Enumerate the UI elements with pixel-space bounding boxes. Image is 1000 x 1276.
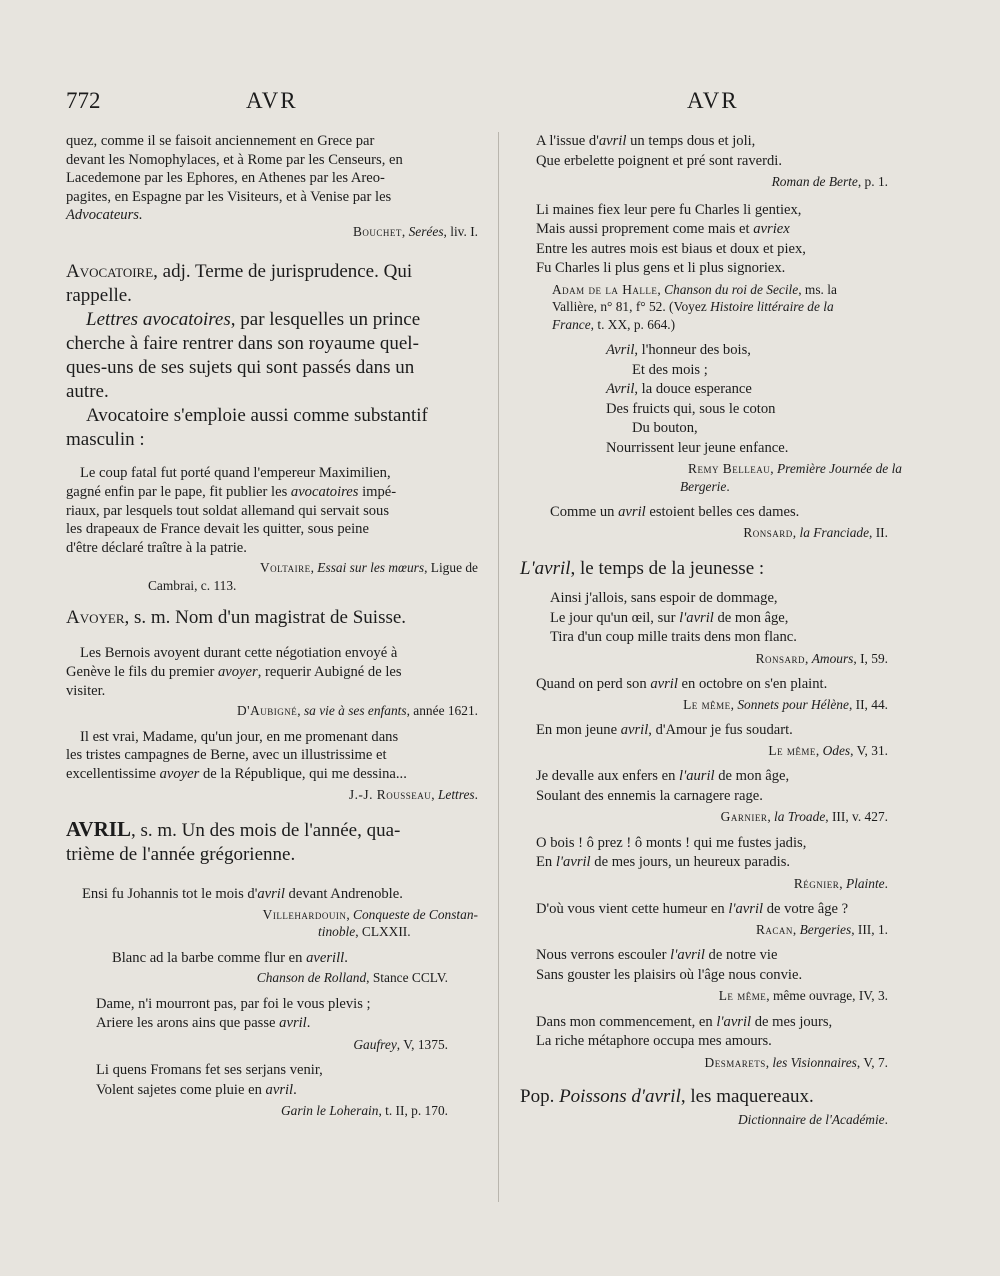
attribution-odes: Le même, Odes, V, 31.	[768, 742, 888, 758]
running-head-right: AVR	[687, 88, 739, 113]
definition-avocatoire-masculin: masculin :	[66, 429, 145, 451]
quote-gaufrey: Dame, n'i mourront pas, par foi le vous plevis ; Ariere les arons ains que passe avril.	[96, 995, 371, 1032]
attribution-villehardouin: Villehardouin, Conqueste de Constan- tinoble, CLXXII.	[262, 906, 478, 940]
attribution-belleau: Remy Belleau, Première Journée de la Bergerie.	[680, 461, 902, 494]
attribution-regnier: Régnier, Plainte.	[793, 875, 888, 891]
entry-avocatoire: Avocatoire, adj. Terme de jurisprudence. Qui rappelle.	[66, 261, 413, 307]
quote-rousseau: Il est vrai, Madame, qu'un jour, en me promenant dans les tristes campagnes de Berne, avec un illustrissime et excellentissime avoyer de la République, qui me dessina...	[66, 728, 407, 782]
quote-belleau: Avril, l'honneur des bois, Et des mois ; Avril, la douce esperance Des fruicts qui, sous le coton Du bouton, Nourrissent leur jeune enfance.	[606, 342, 789, 456]
entry-avoyer: Avoyer, s. m. Nom d'un magistrat de Suisse.	[66, 607, 407, 629]
attribution-bouchet: Bouchet, Serées, liv. I.	[352, 223, 478, 239]
definition-avocatoire-substantif: Avocatoire s'emploie aussi comme substantif	[86, 405, 428, 427]
quote-odes: En mon jeune avril, d'Amour je fus soudart.	[536, 722, 793, 739]
attribution-aubigne: D'Aubigné, sa vie à ses enfants, année 1621.	[236, 703, 478, 719]
attribution-desmarets: Desmarets, les Visionnaires, V, 7.	[704, 1054, 888, 1070]
quote-garin: Li quens Fromans fet ses serjans venir, Volent sajetes come pluie en avril.	[96, 1062, 323, 1098]
attribution-academie: Dictionnaire de l'Académie.	[737, 1112, 888, 1128]
quote-berte: A l'issue d'avril un temps dous et joli, Que erbelette poignent et pré sont raverdi.	[536, 133, 782, 169]
quote-ronsard-franciade: Comme un avril estoient belles ces dames.	[550, 504, 800, 520]
entry-avril: AVRIL, s. m. Un des mois de l'année, qua- trième de l'année grégorienne.	[66, 817, 401, 865]
attribution-rousseau: J.-J. Rousseau, Lettres.	[348, 786, 478, 802]
attribution-adam-de-la-halle: Adam de la Halle, Chanson du roi de Secile, ms. la Vallière, n° 81, f° 52. (Voyez Histoire littéraire de la France, t. XX, p. 664.)	[552, 281, 837, 332]
attribution-racan-2: Le même, même ouvrage, IV, 3.	[718, 988, 888, 1004]
attribution-ronsard-franciade: Ronsard, la Franciade, II.	[743, 524, 888, 540]
right-column	[520, 132, 902, 1137]
quote-desmarets: Dans mon commencement, en l'avril de mes jours, La riche métaphore occupa mes amours.	[536, 1013, 833, 1050]
attribution-sonnets-helene: Le même, Sonnets pour Hélène, II, 44.	[683, 696, 888, 712]
subentry-lavril-jeunesse: L'avril, le temps de la jeunesse :	[520, 558, 765, 580]
quote-bouchet: quez, comme il se faisoit anciennement en Grece par devant les Nomophylaces, et à Rome par les Censeurs, en Lacedemone par les Ephores, en Athenes par les Areo- pagites, en Espagne par les Visiteurs, et à Venise par les Advocateurs.	[66, 133, 403, 224]
page-number: 772	[66, 88, 101, 113]
quote-aubigne: Les Bernois avoyent durant cette négotiation envoyé à Genève le fils du premier avoyer, requerir Aubigné de les visiter.	[66, 645, 402, 699]
attribution-rolland: Chanson de Rolland, Stance CCLV.	[256, 970, 448, 986]
quote-villehardouin: Ensi fu Johannis tot le mois d'avril devant Andrenoble.	[82, 886, 403, 902]
left-column	[66, 132, 478, 1128]
subentry-poissons-avril: Pop. Poissons d'avril, les maquereaux.	[520, 1086, 814, 1108]
attribution-garnier: Garnier, la Troade, III, v. 427.	[720, 809, 888, 825]
quote-rolland: Blanc ad la barbe comme flur en averill.	[112, 949, 348, 966]
quote-voltaire: Le coup fatal fut porté quand l'empereur Maximilien, gagné enfin par le pape, fit publier les avocatoires impé- riaux, par lesquels tout soldat allemand qui servait sous les drapeaux de France devait les quitter, sous peine d'être déclaré traître à la patrie.	[66, 465, 397, 556]
quote-ronsard-amours: Ainsi j'allois, sans espoir de dommage, Le jour qu'un œil, sur l'avril de mon âge, Tira d'un coup mille traits dens mon flanc.	[550, 590, 797, 646]
quote-racan-2: Nous verrons escouler l'avril de notre vie Sans gouster les plaisirs où l'âge nous convie.	[536, 947, 803, 983]
quote-adam-de-la-halle: Li maines fiex leur pere fu Charles li gentiex, Mais aussi proprement come mais et avriex Entre les autres mois est biaus et doux et piex, Fu Charles li plus gens et li plus signoriex.	[536, 201, 806, 276]
quote-regnier: O bois ! ô prez ! ô monts ! qui me fustes jadis, En l'avril de mes jours, un heureux paradis.	[536, 834, 807, 871]
attribution-voltaire: Voltaire, Essai sur les mœurs, Ligue de Cambrai, c. 113.	[148, 560, 478, 593]
attribution-garin: Garin le Loherain, t. II, p. 170.	[280, 1103, 448, 1119]
running-head-left: AVR	[246, 88, 298, 113]
quote-garnier: Je devalle aux enfers en l'auril de mon âge, Soulant des ennemis la carnagere rage.	[536, 768, 790, 804]
attribution-berte: Roman de Berte, p. 1.	[771, 174, 888, 189]
quote-racan: D'où vous vient cette humeur en l'avril de votre âge ?	[536, 901, 849, 918]
attribution-ronsard-amours: Ronsard, Amours, I, 59.	[755, 650, 888, 666]
attribution-racan: Racan, Bergeries, III, 1.	[755, 921, 888, 937]
quote-sonnets-helene: Quand on perd son avril en octobre on s'en plaint.	[536, 676, 828, 693]
attribution-gaufrey: Gaufrey, V, 1375.	[353, 1036, 448, 1052]
column-divider	[498, 132, 499, 1202]
definition-lettres-continued: cherche à faire rentrer dans son royaume quel- ques-uns de ses sujets qui sont passés dans un autre.	[66, 333, 419, 403]
definition-lettres-avocatoires: Lettres avocatoires, par lesquelles un prince	[86, 309, 421, 331]
